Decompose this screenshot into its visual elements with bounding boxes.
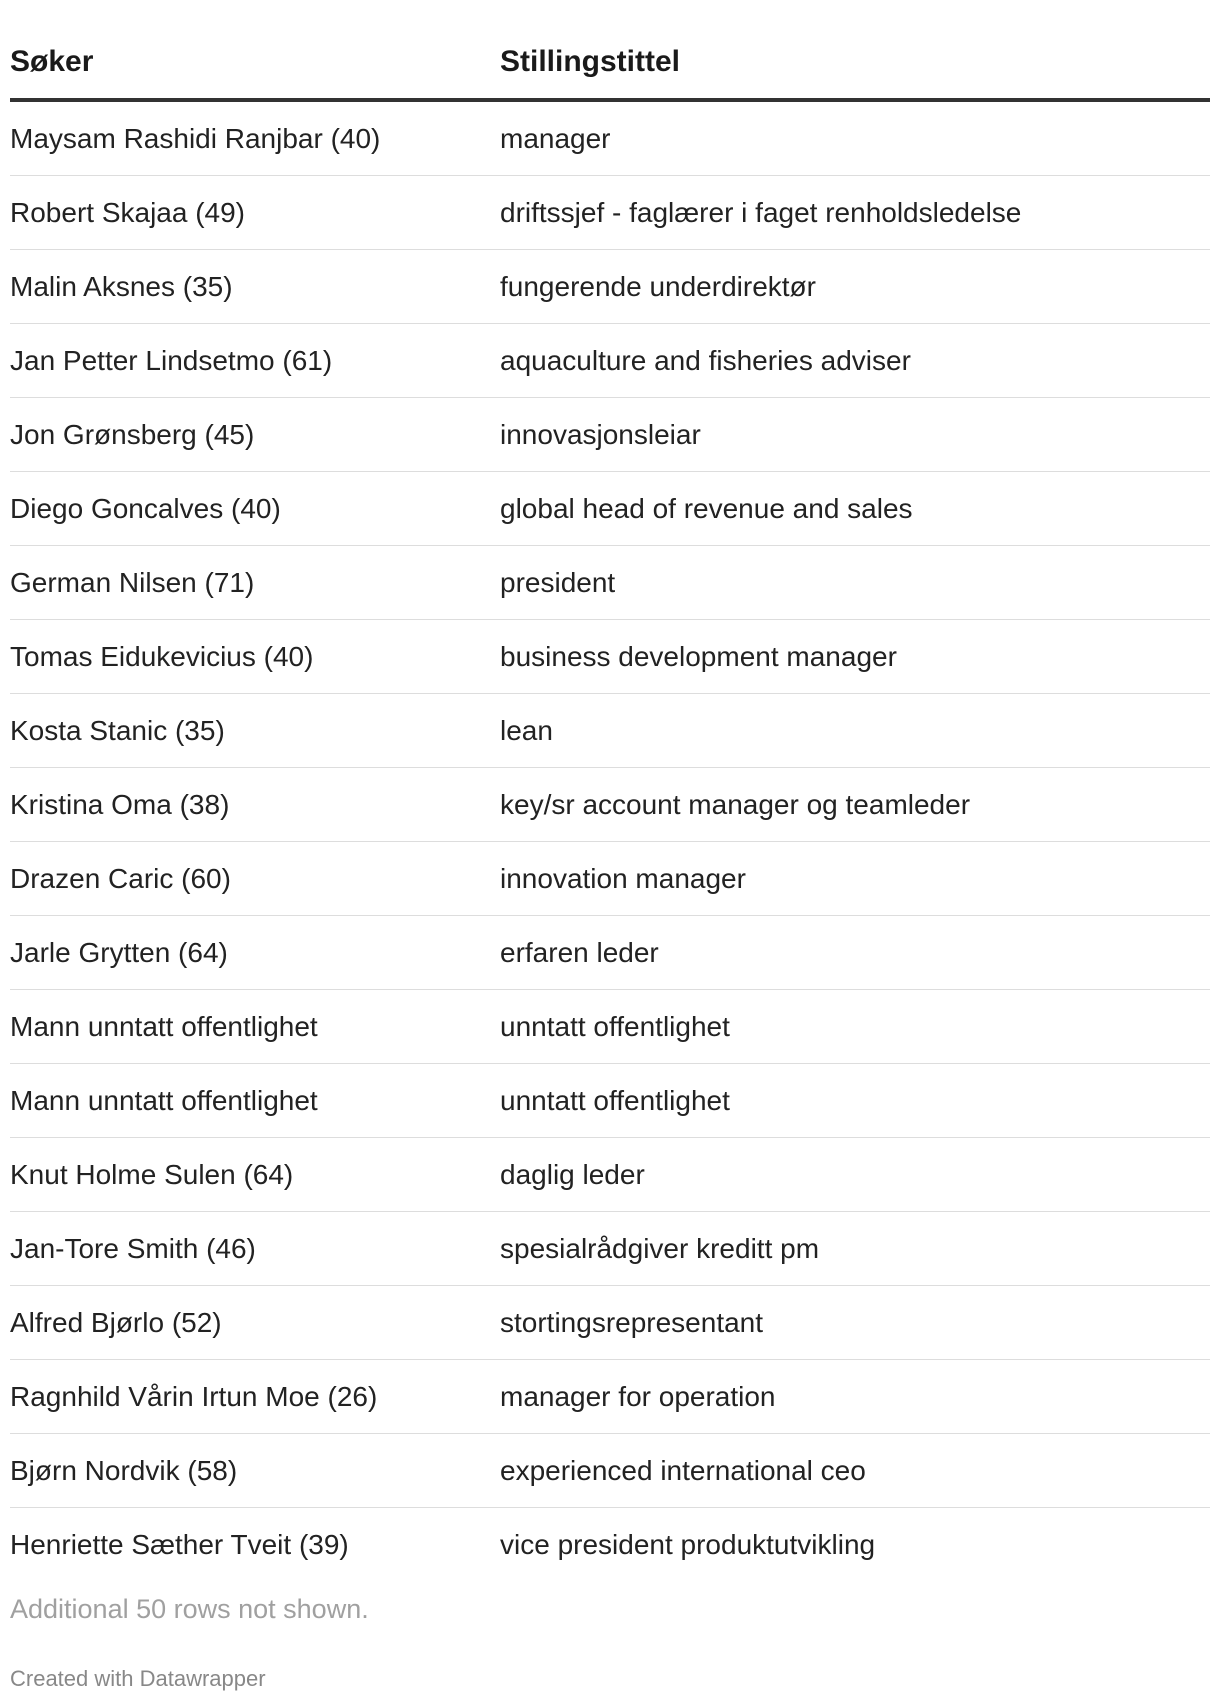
table-row [10,472,1210,546]
cell-applicant: Jan-Tore Smith (46) [10,1212,500,1286]
cell-applicant: Ragnhild Vårin Irtun Moe (26) [10,1360,500,1434]
table-row [10,990,1210,1064]
cell-job-title: key/sr account manager og teamleder [500,768,1210,842]
cell-job-title: innovasjonsleiar [500,398,1210,472]
table-row [10,1212,1210,1286]
cell-applicant: Jarle Grytten (64) [10,916,500,990]
table-row [10,916,1210,990]
table-row [10,324,1210,398]
cell-job-title: erfaren leder [500,916,1210,990]
table-row [10,100,1210,176]
cell-applicant: Bjørn Nordvik (58) [10,1434,500,1508]
table-row [10,768,1210,842]
cell-applicant: Maysam Rashidi Ranjbar (40) [10,100,500,176]
cell-job-title: unntatt offentlighet [500,990,1210,1064]
table-notes: Additional 50 rows not shown. [10,1594,369,1624]
table-row [10,1064,1210,1138]
cell-job-title: vice president produktutvikling [500,1528,876,1560]
table-row [10,842,1210,916]
cell-applicant: Alfred Bjørlo (52) [10,1286,500,1360]
cell-applicant: Jon Grønsberg (45) [10,398,500,472]
table-row [10,398,1210,472]
cell-job-title: lean [500,694,1210,768]
table-row [10,1508,1210,1582]
cell-applicant: Knut Holme Sulen (64) [10,1138,500,1212]
cell-job-title: experienced international ceo [500,1434,1210,1508]
cell-job-title: unntatt offentlighet [500,1064,1210,1138]
table-row [10,1434,1210,1508]
cell-applicant: Jan Petter Lindsetmo (61) [10,324,500,398]
table-body [10,100,1210,1581]
cell-applicant: Kosta Stanic (35) [10,694,500,768]
table-row [10,1360,1210,1434]
cell-job-title: aquaculture and fisheries adviser [500,324,1210,398]
cell-job-title: driftssjef - faglærer i faget renholdsledelse [500,176,1210,250]
cell-applicant: Tomas Eidukevicius (40) [10,620,500,694]
cell-applicant: Drazen Caric (60) [10,842,500,916]
cell-applicant: Malin Aksnes (35) [10,250,500,324]
table-row [10,620,1210,694]
table-row [10,546,1210,620]
table-row [10,1138,1210,1212]
cell-applicant: Kristina Oma (38) [10,768,500,842]
cell-applicant: Robert Skajaa (49) [10,176,500,250]
table-header-row [10,26,1210,100]
cell-applicant: Henriette Sæther Tveit (39) [10,1528,349,1560]
table-row [10,250,1210,324]
cell-applicant: Mann unntatt offentlighet [10,990,500,1064]
cell-job-title: manager for operation [500,1360,1210,1434]
cell-applicant: Mann unntatt offentlighet [10,1064,500,1138]
datawrapper-credit: Created with Datawrapper [10,1666,266,1691]
column-header-stillingstittel[interactable]: Stillingstittel [500,26,1210,100]
table-row [10,694,1210,768]
column-header-soker[interactable]: Søker [10,26,500,100]
cell-job-title: manager [500,100,1210,176]
cell-job-title: spesialrådgiver kreditt pm [500,1212,1210,1286]
cell-job-title: daglig leder [500,1138,1210,1212]
cell-applicant: German Nilsen (71) [10,546,500,620]
cell-job-title: innovation manager [500,842,1210,916]
table-row [10,1286,1210,1360]
table-row [10,176,1210,250]
cell-job-title: business development manager [500,620,1210,694]
cell-job-title: fungerende underdirektør [500,250,1210,324]
cell-job-title: stortingsrepresentant [500,1286,1210,1360]
cell-job-title: president [500,546,1210,620]
cell-job-title: global head of revenue and sales [500,472,1210,546]
cell-applicant: Diego Goncalves (40) [10,472,500,546]
applicants-table [10,26,1210,1581]
